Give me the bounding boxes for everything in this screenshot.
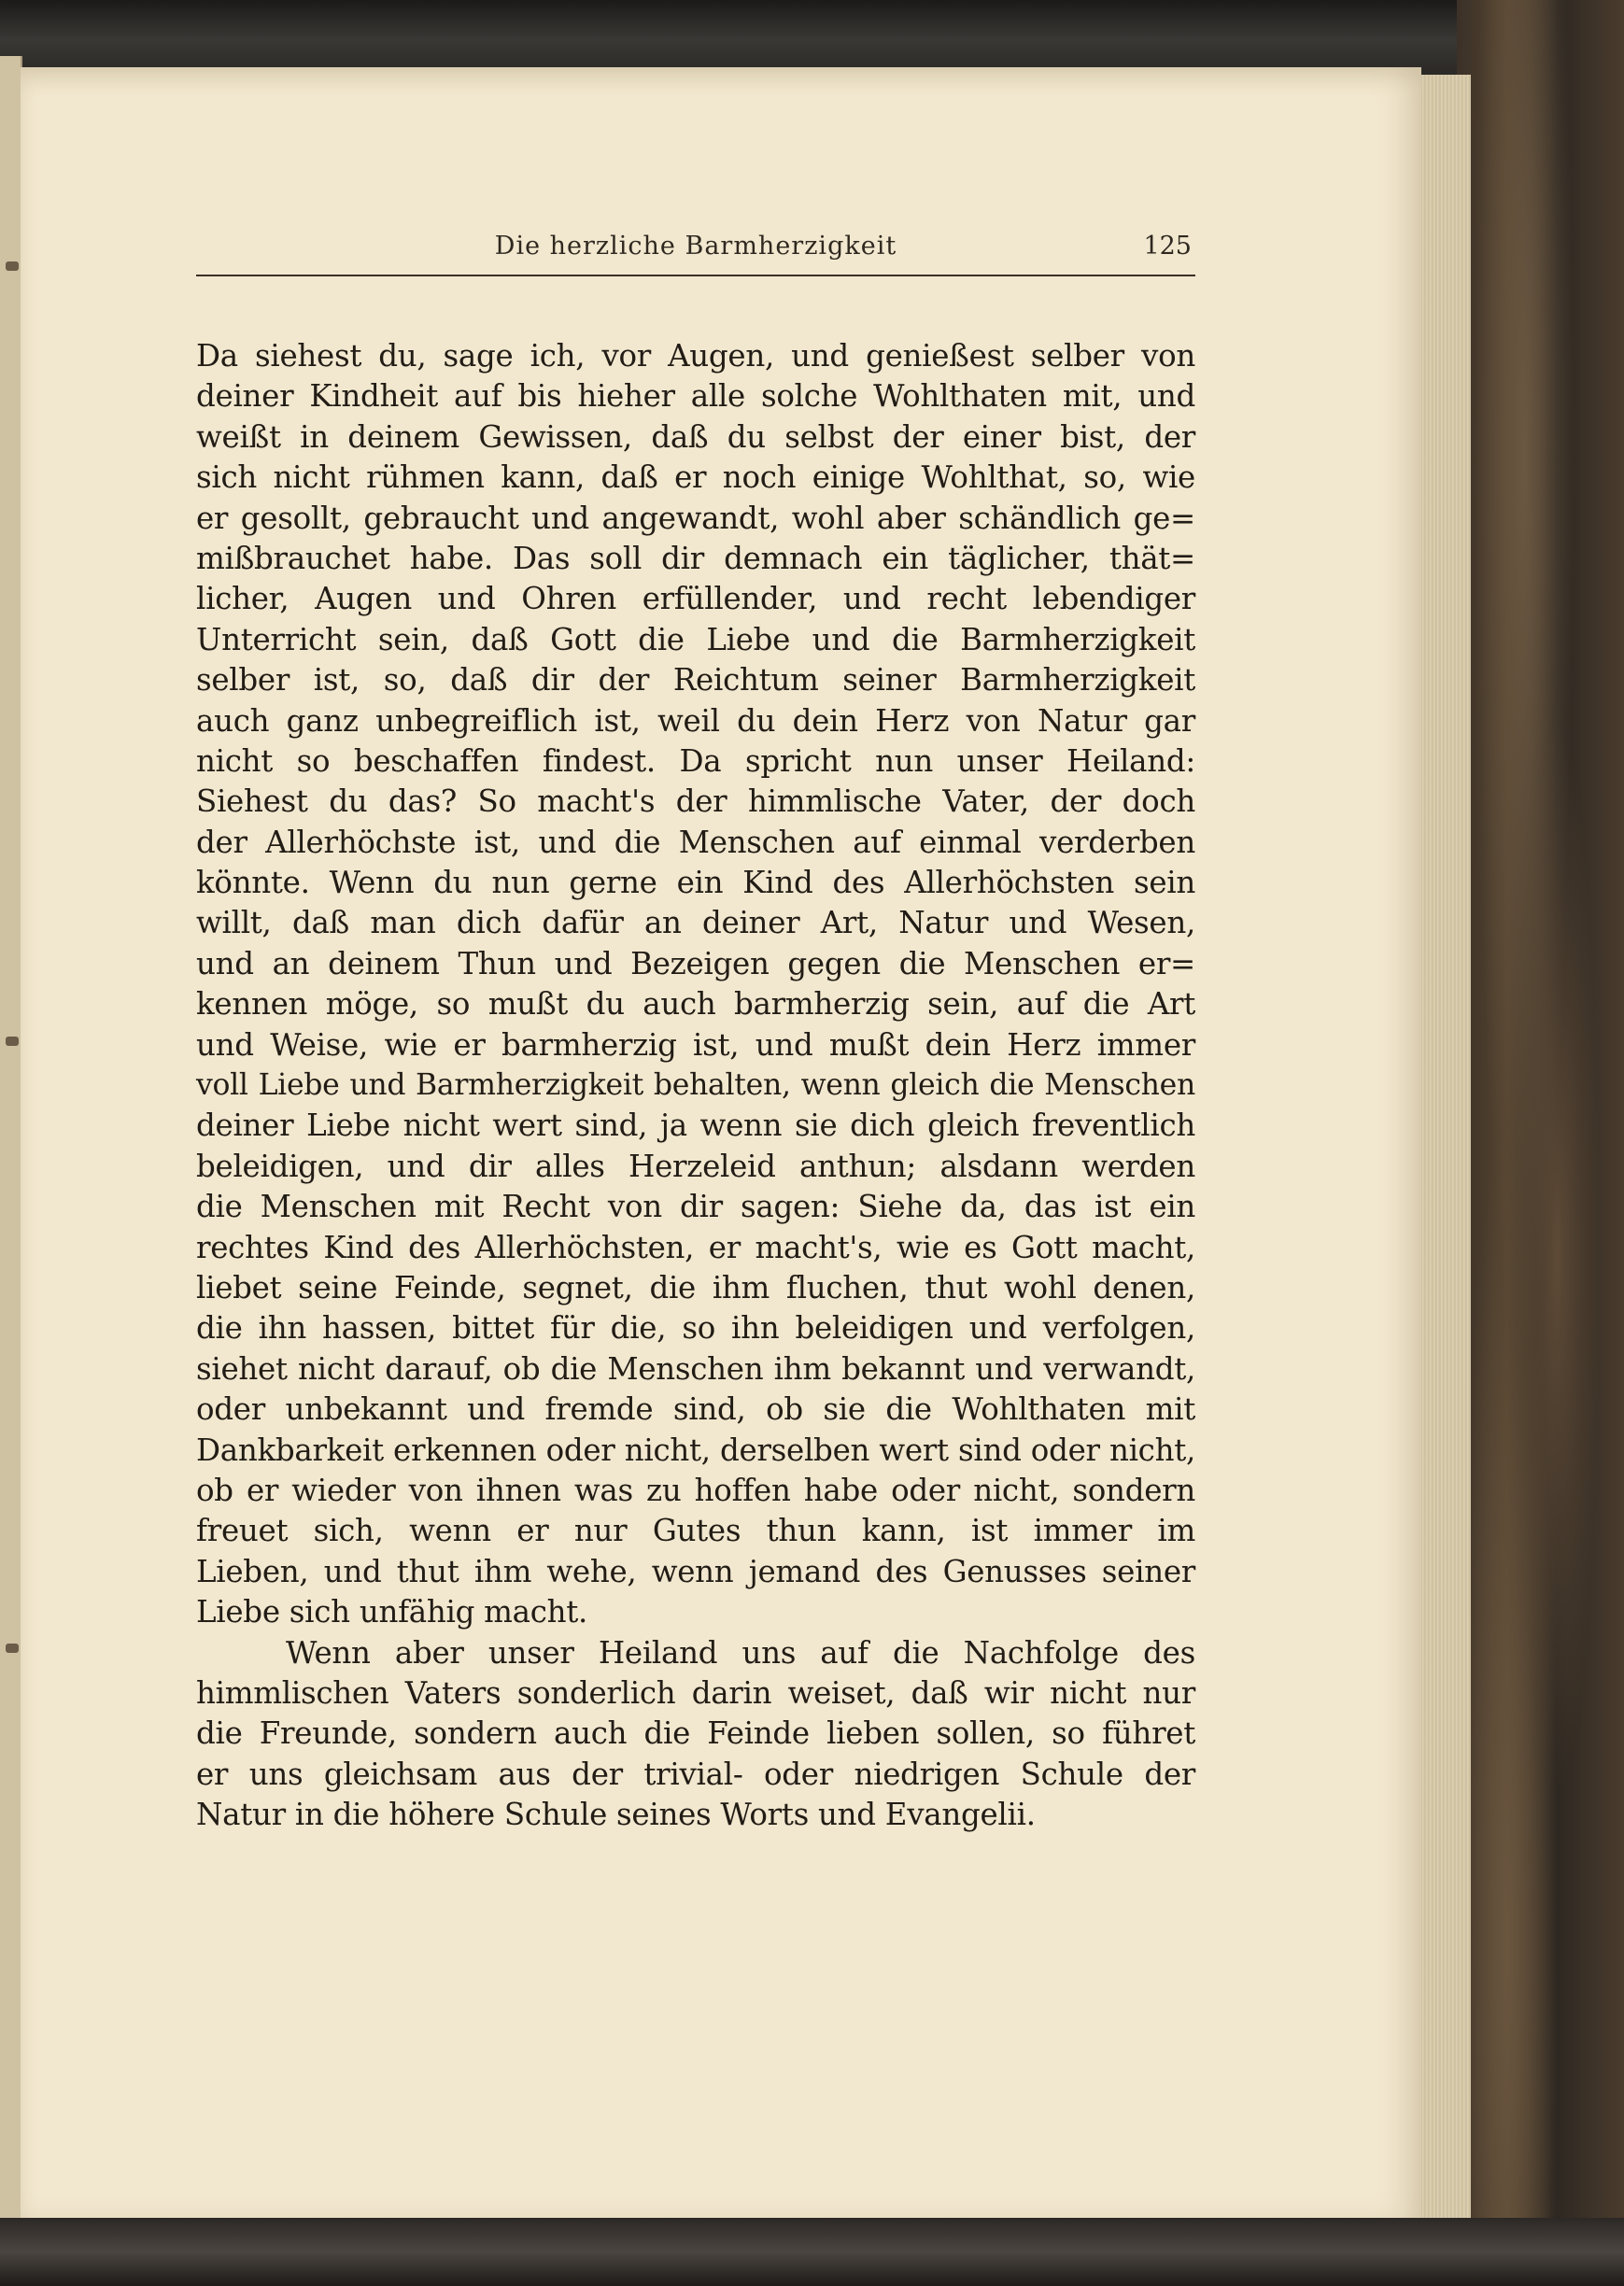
text-line: die Menschen mit Recht von dir sagen: Siehe da, das ist ein: [196, 1189, 1195, 1225]
text-line: mißbrauchet habe. Das soll dir demnach ein täglicher, thät=: [196, 540, 1195, 576]
text-line: deiner Liebe nicht wert sind, ja wenn sie dich gleich freventlich: [196, 1108, 1195, 1144]
running-header: [196, 232, 1195, 276]
edge-tab-mark: [6, 1037, 19, 1046]
text-line: deiner Kindheit auf bis hieher alle solche Wohlthaten mit, und: [196, 378, 1195, 415]
text-line: Liebe sich unfähig macht.: [196, 1594, 588, 1630]
text-line: Siehest du das? So macht's der himmlische Vater, der doch: [196, 783, 1195, 820]
book-cover-marbled-edge: [1457, 0, 1624, 2286]
text-line: die ihn hassen, bittet für die, so ihn beleidigen und verfolgen,: [196, 1310, 1195, 1347]
text-line: willt, daß man dich dafür an deiner Art, Natur und Wesen,: [196, 905, 1195, 941]
page-number: 125: [1143, 232, 1192, 261]
text-line: Wenn aber unser Heiland uns auf die Nachfolge des: [286, 1634, 1195, 1671]
edge-tab-mark: [6, 1644, 19, 1653]
text-line: könnte. Wenn du nun gerne ein Kind des Allerhöchsten sein: [196, 865, 1195, 901]
book-binding-bottom: [0, 2218, 1624, 2286]
text-line: voll Liebe und Barmherzigkeit behalten, wenn gleich die Menschen: [196, 1068, 1195, 1103]
text-line: weißt in deinem Gewissen, daß du selbst der einer bist, der: [196, 418, 1195, 455]
text-line: himmlischen Vaters sonderlich darin weiset, daß wir nicht nur: [196, 1674, 1195, 1711]
text-line: Dankbarkeit erkennen oder nicht, derselben wert sind oder nicht,: [196, 1432, 1195, 1468]
body-text: [196, 336, 1195, 1835]
text-line: er uns gleichsam aus der trivial- oder niedrigen Schule der: [196, 1756, 1195, 1792]
text-line: siehet nicht darauf, ob die Menschen ihm bekannt und verwandt,: [196, 1350, 1195, 1387]
edge-tab-mark: [6, 261, 19, 271]
text-line: Natur in die höhere Schule seines Worts und Evangelii.: [196, 1797, 1036, 1833]
text-line: und an deinem Thun und Bezeigen gegen die Menschen er=: [196, 945, 1195, 981]
text-line: liebet seine Feinde, segnet, die ihm fluchen, thut wohl denen,: [196, 1269, 1195, 1305]
text-line: Da siehest du, sage ich, vor Augen, und genießest selber von: [196, 338, 1195, 374]
text-line: und Weise, wie er barmherzig ist, und mußt dein Herz immer: [196, 1026, 1195, 1063]
text-line: licher, Augen und Ohren erfüllender, und recht lebendiger: [196, 581, 1195, 617]
text-line: selber ist, so, daß dir der Reichtum seiner Barmherzigkeit: [196, 662, 1195, 698]
text-line: beleidigen, und dir alles Herzeleid anthun; alsdann werden: [196, 1148, 1195, 1184]
text-line: oder unbekannt und fremde sind, ob sie die Wohlthaten mit: [196, 1391, 1195, 1428]
text-line: kennen möge, so mußt du auch barmherzig sein, auf die Art: [196, 986, 1195, 1023]
text-line: freuet sich, wenn er nur Gutes thun kann, ist immer im: [196, 1513, 1195, 1549]
text-line: er gesollt, gebraucht und angewandt, wohl aber schändlich ge=: [196, 500, 1195, 536]
running-title: Die herzliche Barmherzigkeit: [494, 232, 897, 261]
text-line: auch ganz unbegreiflich ist, weil du dein Herz von Natur gar: [196, 702, 1195, 739]
text-line: rechtes Kind des Allerhöchsten, er macht's, wie es Gott macht,: [196, 1229, 1195, 1265]
text-line: ob er wieder von ihnen was zu hoffen habe oder nicht, sondern: [196, 1472, 1195, 1508]
text-line: die Freunde, sondern auch die Feinde lieben sollen, so führet: [196, 1715, 1195, 1752]
text-line: Unterricht sein, daß Gott die Liebe und die Barmherzigkeit: [196, 621, 1195, 657]
text-line: Lieben, und thut ihm wehe, wenn jemand des Genusses seiner: [196, 1553, 1195, 1589]
text-line: nicht so beschaffen findest. Da spricht nun unser Heiland:: [196, 742, 1195, 779]
facing-page-edge: [0, 56, 22, 2232]
text-line: der Allerhöchste ist, und die Menschen auf einmal verderben: [196, 824, 1195, 860]
text-line: sich nicht rühmen kann, daß er noch einige Wohlthat, so, wie: [196, 459, 1195, 496]
